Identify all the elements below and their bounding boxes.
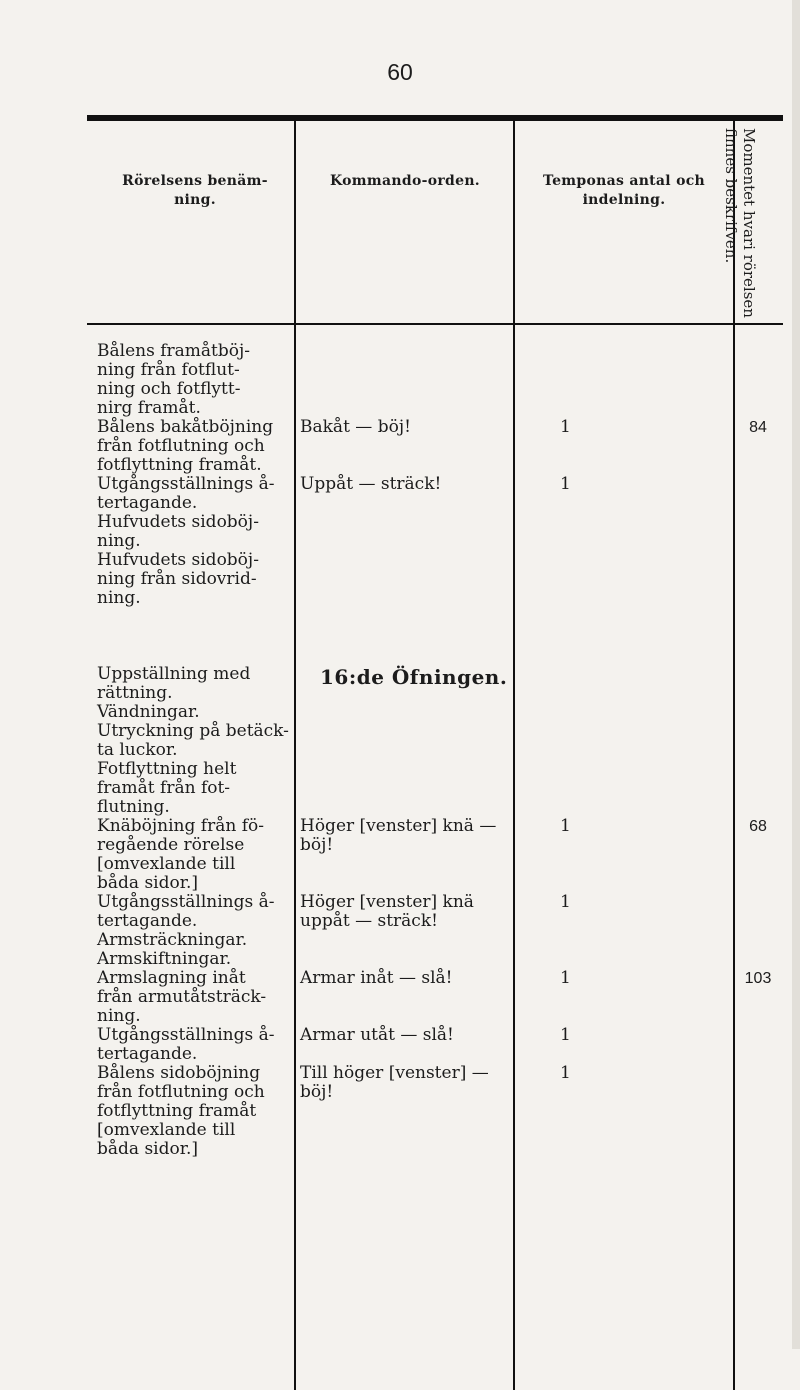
movement-cell: Armsträckningar. — [97, 930, 248, 950]
tempo-cell: 1 — [560, 816, 571, 836]
movement-cell: Vändningar. — [97, 702, 200, 722]
page-number: 60 — [387, 59, 413, 85]
tempo-cell: 1 — [560, 474, 571, 494]
movement-cell: Utgångsställnings å- tertagande. — [97, 474, 275, 513]
column-divider — [513, 121, 515, 1390]
movement-cell: Utgångsställnings å- tertagande. — [97, 1025, 275, 1064]
command-cell: Bakåt — böj! — [300, 417, 411, 437]
header-separator-rule — [87, 323, 783, 325]
header-moments-text: Momentet hvari rörelsen finnes beskrifven. — [722, 128, 758, 318]
command-cell: Höger [venster] knä uppåt — sträck! — [300, 892, 474, 931]
tempo-cell: 1 — [560, 1025, 571, 1045]
tempo-cell: 1 — [560, 1063, 571, 1083]
command-cell: Armar utåt — slå! — [300, 1025, 454, 1045]
header-tempo: Temponas antal och indelning. — [542, 173, 706, 208]
movement-cell: Bålens bakåtböjning från fotflutning och fotflyttning framåt. — [97, 417, 274, 475]
movement-cell: Utgångsställnings å- tertagande. — [97, 892, 275, 931]
header-movement: Rörelsens benäm- ning. — [122, 173, 268, 208]
moment-cell: 103 — [744, 970, 772, 987]
movement-cell: Armskiftningar. — [97, 949, 232, 969]
moment-cell: 84 — [749, 419, 767, 436]
header-moments — [722, 128, 778, 318]
column-divider — [294, 121, 296, 1390]
command-cell: Till höger [venster] — böj! — [300, 1063, 489, 1102]
section-heading: 16:de Öfningen. — [320, 665, 508, 689]
movement-cell: Knäböjning från fö- regående rörelse [omvexlande till båda sidor.] — [97, 816, 264, 893]
movement-cell: Utryckning på betäck- ta luckor. — [97, 721, 289, 760]
command-cell: Uppåt — sträck! — [300, 474, 442, 494]
movement-cell: Hufvudets sidoböj- ning. — [97, 512, 259, 551]
command-cell: Armar inåt — slå! — [300, 968, 453, 988]
movement-cell: Bålens sidoböjning från fotflutning och fotflyttning framåt [omvexlande till båda sidor.] — [97, 1063, 265, 1159]
page-edge — [792, 0, 800, 1349]
command-cell: Höger [venster] knä — böj! — [300, 816, 497, 855]
table-top-rule — [87, 115, 783, 121]
tempo-cell: 1 — [560, 892, 571, 912]
tempo-cell: 1 — [560, 968, 571, 988]
movement-cell: Armslagning inåt från armutåtsträck- ning. — [97, 968, 267, 1026]
movement-cell: Uppställning med rättning. — [97, 664, 251, 703]
header-command: Kommando-orden. — [330, 173, 480, 189]
moment-cell: 68 — [749, 818, 767, 835]
movement-cell: Hufvudets sidoböj- ning från sidovrid- ning. — [97, 550, 259, 608]
tempo-cell: 1 — [560, 417, 571, 437]
movement-cell: Fotflyttning helt framåt från fot- flutning. — [97, 759, 237, 817]
movement-cell: Bålens framåtböj- ning från fotflut- ning och fotflytt- nirg framåt. — [97, 341, 250, 418]
